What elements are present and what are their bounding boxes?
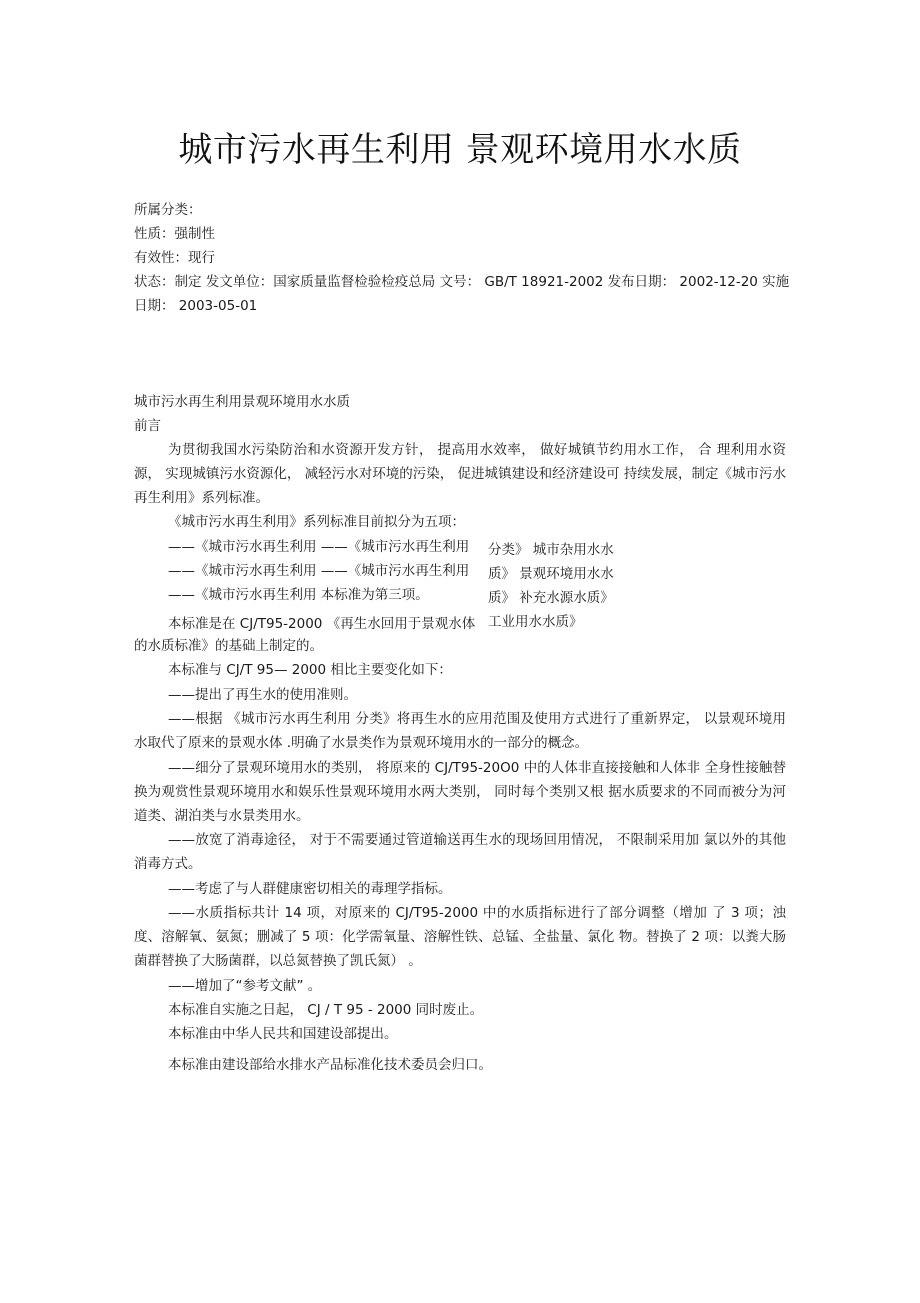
- meta-nature: 性质：强制性: [134, 226, 215, 242]
- series-intro: 《城市污水再生利用》系列标准目前拟分为五项：: [168, 514, 465, 530]
- series-list-right: 工业用水水质》: [488, 614, 583, 630]
- series-list-right: 质》 景观环境用水水: [488, 566, 614, 582]
- preface-paragraph: 为贯彻我国水污染防治和水资源开发方针， 提高用水效率， 做好城镇节约用水工作， 合 理利用水资源， 实现城镇污水资源化， 减轻污水对环境的污染， 促进城镇建设和经济建设可 持续发展，制定《城市污水再生利用》系列标准。: [134, 442, 786, 506]
- change-item: ——根据 《城市污水再生利用 分类》将再生水的应用范围及使用方式进行了重新界定， 以景观环境用水取代了原来的景观水体 .明确了水景类作为景观环境用水的一部分的概念。: [134, 711, 786, 751]
- change-item: ——考虑了与人群健康密切相关的毒理学指标。: [168, 881, 452, 897]
- series-list-right: 质》 补充水源水质》: [488, 590, 614, 606]
- change-item: ——细分了景观环境用水的类别， 将原来的 CJ/T95-20O0 中的人体非直接接触和人体非 全身性接触替换为观赏性景观环境用水和娱乐性景观环境用水两大类别， 同时每个类别又根 据水质要求的不同而被分为河道类、湖泊类与水景类用水。: [134, 760, 786, 824]
- series-list-left: ——《城市污水再生利用 本标准为第三项。: [168, 587, 429, 603]
- basis-line: 本标准是在 CJ/T95-2000 《再生水回用于景观水体: [168, 616, 476, 632]
- change-item: ——提出了再生水的使用准则。: [168, 687, 357, 703]
- series-list-left: ——《城市污水再生利用 ——《城市污水再生利用: [168, 563, 470, 579]
- series-list-right: 分类》 城市杂用水水: [488, 542, 614, 558]
- document-title: 城市污水再生利用 景观环境用水水质: [178, 130, 742, 170]
- proposer-statement: 本标准由中华人民共和国建设部提出。: [168, 1026, 398, 1042]
- meta-date: 日期： 2003-05-01: [134, 298, 258, 314]
- change-item: ——放宽了消毒途径， 对于不需要通过管道输送再生水的现场回用情况， 不限制采用加 氯以外的其他消毒方式。: [134, 832, 786, 872]
- series-list-left: ——《城市污水再生利用 ——《城市污水再生利用: [168, 539, 470, 555]
- change-item: ——增加了“参考文献” 。: [168, 978, 322, 994]
- basis-line-cont: 的水质标准》的基础上制定的。: [134, 638, 323, 654]
- abolish-statement: 本标准自实施之日起， CJ / T 95 - 2000 同时废止。: [168, 1002, 484, 1018]
- changes-intro: 本标准与 CJ/T 95— 2000 相比主要变化如下：: [168, 662, 452, 678]
- change-item: ——水质指标共计 14 项，对原来的 CJ/T95-2000 中的水质指标进行了部分调整（增加 了 3 项；浊度、溶解氧、氨氮；删减了 5 项：化学需氧量、溶解性铁、总锰、全盐量、氯化 物。替换了 2 项：以粪大肠菌群替换了大肠菌群，以总氮替换了凯氏氮） 。: [134, 905, 786, 969]
- meta-status: 状态：制定 发文单位：国家质量监督检验检疫总局 文号： GB/T 18921-2002 发布日期： 2002-12-20 实施: [134, 274, 790, 290]
- meta-validity: 有效性：现行: [134, 250, 215, 266]
- doc-heading: 城市污水再生利用景观环境用水水质: [134, 394, 350, 410]
- committee-statement: 本标准由建设部给水排水产品标准化技术委员会归口。: [168, 1057, 492, 1073]
- meta-category: 所属分类：: [134, 202, 202, 218]
- preface-heading: 前言: [134, 418, 161, 434]
